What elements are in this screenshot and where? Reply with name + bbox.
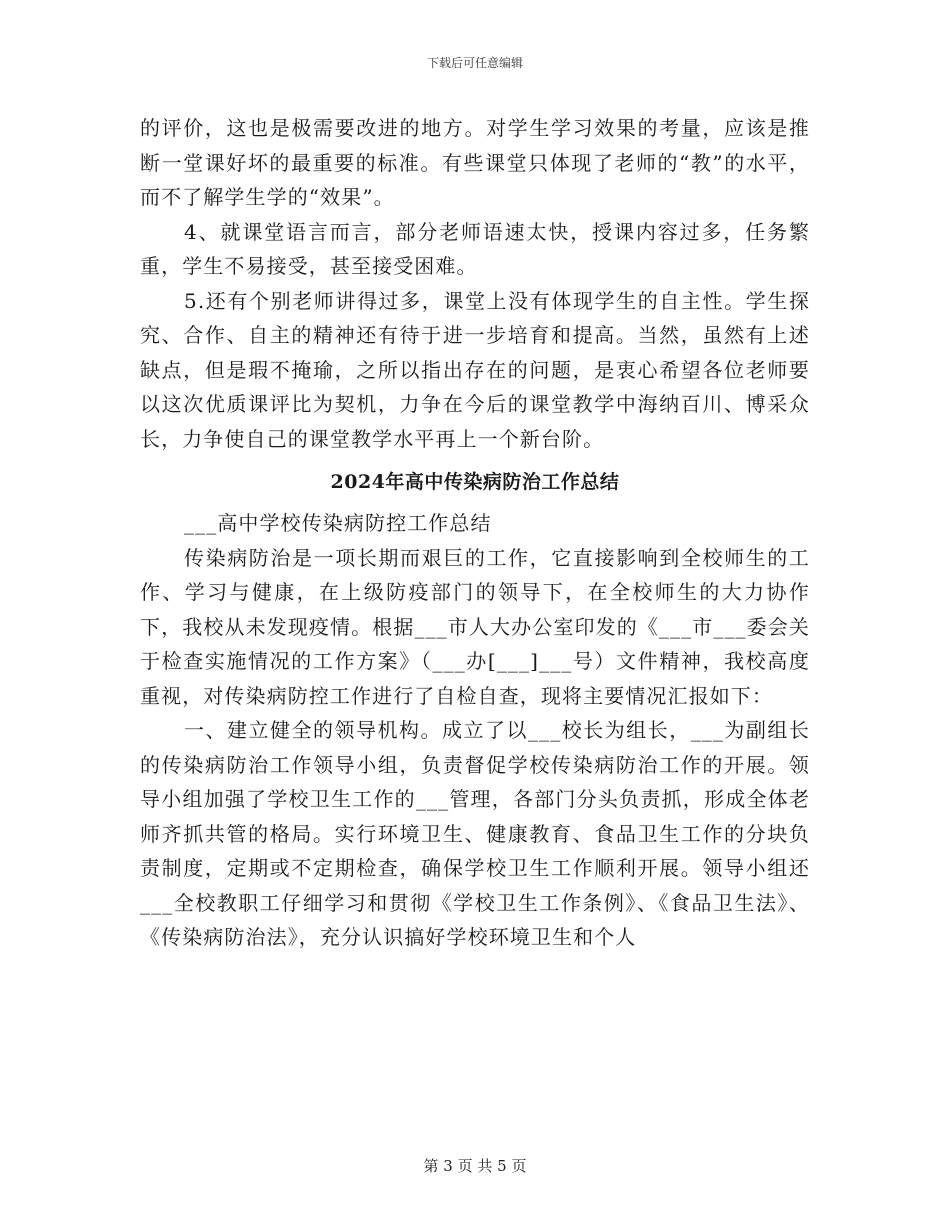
paragraph-point-5: 5.还有个别老师讲得过多，课堂上没有体现学生的自主性。学生探究、合作、自主的精神还有待于进一步培育和提高。当然，虽然有上述缺点，但是瑕不掩瑜，之所以指出存在的问题，是衷心希望各位老师要以这次优质课评比为契机，力争在今后的课堂教学中海纳百川、博采众长，力争使自己的课堂教学水平再上一个新台阶。 [140, 288, 810, 451]
paragraph-evaluation: 的评价，这也是极需要改进的地方。对学生学习效果的考量，应该是推断一堂课好坏的最重要的标准。有些课堂只体现了老师的“教”的水平，而不了解学生学的“效果”。 [140, 116, 810, 209]
paragraph-leadership: 一、建立健全的领导机构。成立了以___校长为组长，___为副组长的传染病防治工作领导小组，负责督促学校传染病防治工作的开展。领导小组加强了学校卫生工作的___管理，各部门分头负责抓，形成全体老师齐抓共管的格局。实行环境卫生、健康教育、食品卫生工作的分块负责制度，定期或不定期检查，确保学校卫生工作顺利开展。领导小组还___全校教职工仔细学习和贯彻《学校卫生工作条例》、《食品卫生法》、《传染病防治法》，充分认识搞好学校环境卫生和个人 [140, 718, 810, 949]
paragraph-subtitle: ___高中学校传染病防控工作总结 [184, 511, 492, 535]
section-title: 2024年高中传染病防治工作总结 [330, 471, 620, 493]
page-footer: 第 3 页 共 5 页 [423, 1157, 527, 1175]
page-header: 下载后可任意编辑 [426, 56, 523, 70]
paragraph-intro: 传染病防治是一项长期而艰巨的工作，它直接影响到全校师生的工作、学习与健康，在上级防疫部门的领导下，在全校师生的大力协作下，我校从未发现疫情。根据___市人大办公室印发的《___市___委会关于检查实施情况的工作方案》（___办[___]___号）文件精神，我校高度重视，对传染病防控工作进行了自检自查，现将主要情况汇报如下： [140, 545, 810, 708]
paragraph-point-4: 4、就课堂语言而言，部分老师语速太快，授课内容过多，任务繁重，学生不易接受，甚至接受困难。 [140, 219, 810, 278]
document-body [140, 111, 810, 955]
